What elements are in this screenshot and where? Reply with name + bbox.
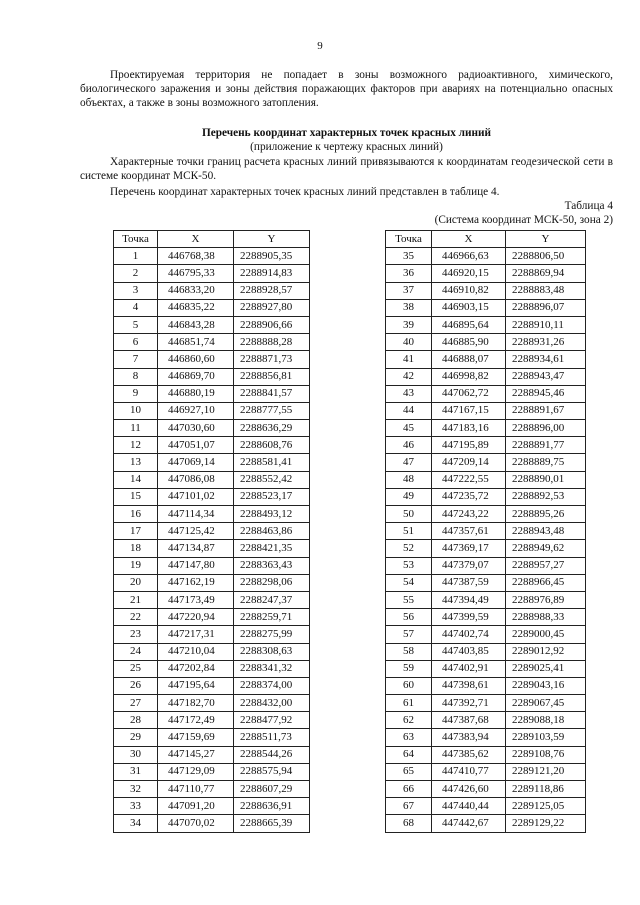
coordinate-x: 447402,74 <box>432 626 506 643</box>
table-row <box>386 368 586 385</box>
coordinate-x: 447222,55 <box>432 471 506 488</box>
table-row <box>114 506 310 523</box>
point-number: 8 <box>114 368 158 385</box>
coordinate-x: 447210,04 <box>158 643 234 660</box>
point-number: 56 <box>386 609 432 626</box>
table-row <box>386 781 586 798</box>
coordinate-x: 447125,42 <box>158 523 234 540</box>
point-number: 55 <box>386 591 432 608</box>
table-row <box>386 454 586 471</box>
coordinate-x: 447385,62 <box>432 746 506 763</box>
table-row <box>386 660 586 677</box>
point-number: 29 <box>114 729 158 746</box>
coordinate-x: 447398,61 <box>432 677 506 694</box>
table-row <box>386 523 586 540</box>
table-row <box>386 695 586 712</box>
point-number: 66 <box>386 781 432 798</box>
coordinate-x: 447387,59 <box>432 574 506 591</box>
coordinates-table-right <box>385 230 586 833</box>
point-number: 36 <box>386 265 432 282</box>
point-number: 47 <box>386 454 432 471</box>
coordinate-x: 447243,22 <box>432 506 506 523</box>
point-number: 38 <box>386 299 432 316</box>
table-row <box>114 763 310 780</box>
coordinate-y: 2288493,12 <box>234 506 310 523</box>
table-row <box>386 677 586 694</box>
coordinate-y: 2288896,07 <box>506 299 586 316</box>
coordinate-y: 2288374,00 <box>234 677 310 694</box>
coordinate-x: 447209,14 <box>432 454 506 471</box>
point-number: 44 <box>386 402 432 419</box>
coordinate-y: 2288896,00 <box>506 420 586 437</box>
coordinate-y: 2288636,29 <box>234 420 310 437</box>
coordinate-y: 2288665,39 <box>234 815 310 832</box>
table-row <box>114 420 310 437</box>
coordinate-x: 447086,08 <box>158 471 234 488</box>
table-row <box>386 248 586 265</box>
point-number: 25 <box>114 660 158 677</box>
coordinate-y: 2288931,26 <box>506 334 586 351</box>
table-row <box>114 248 310 265</box>
coordinate-y: 2288889,75 <box>506 454 586 471</box>
coordinate-x: 446768,38 <box>158 248 234 265</box>
point-number: 65 <box>386 763 432 780</box>
coordinate-y: 2288552,42 <box>234 471 310 488</box>
point-number: 60 <box>386 677 432 694</box>
header-point: Точка <box>386 231 432 248</box>
coordinate-x: 447051,07 <box>158 437 234 454</box>
coordinate-y: 2289088,18 <box>506 712 586 729</box>
coordinate-y: 2288259,71 <box>234 609 310 626</box>
section-subtitle: (приложение к чертежу красных линий) <box>250 141 443 153</box>
coordinate-y: 2288275,99 <box>234 626 310 643</box>
coordinate-y: 2288914,83 <box>234 265 310 282</box>
table-row <box>114 488 310 505</box>
table-row <box>386 815 586 832</box>
coordinate-y: 2288883,48 <box>506 282 586 299</box>
table-row <box>386 402 586 419</box>
table-header-row <box>386 231 586 248</box>
coordinate-y: 2288511,73 <box>234 729 310 746</box>
coordinate-x: 447383,94 <box>432 729 506 746</box>
coordinate-y: 2288934,61 <box>506 351 586 368</box>
coordinate-y: 2288890,01 <box>506 471 586 488</box>
table-row <box>386 643 586 660</box>
coordinate-y: 2288298,06 <box>234 574 310 591</box>
coordinate-y: 2288892,53 <box>506 488 586 505</box>
coordinate-y: 2288943,48 <box>506 523 586 540</box>
coordinate-x: 446920,15 <box>432 265 506 282</box>
table-row <box>114 660 310 677</box>
table-row <box>114 798 310 815</box>
coordinate-x: 447172,49 <box>158 712 234 729</box>
point-number: 63 <box>386 729 432 746</box>
point-number: 43 <box>386 385 432 402</box>
coordinate-x: 447394,49 <box>432 591 506 608</box>
coordinate-y: 2288949,62 <box>506 540 586 557</box>
coordinate-x: 447114,34 <box>158 506 234 523</box>
coordinate-x: 447173,49 <box>158 591 234 608</box>
point-number: 27 <box>114 695 158 712</box>
table-row <box>386 351 586 368</box>
coordinate-x: 447403,85 <box>432 643 506 660</box>
coordinate-y: 2288432,00 <box>234 695 310 712</box>
table-row <box>386 420 586 437</box>
table-row <box>114 695 310 712</box>
coordinate-y: 2288477,92 <box>234 712 310 729</box>
paragraph-table-reference: Перечень координат характерных точек красных линий представлен в таблице 4. <box>110 186 500 198</box>
table-row <box>114 471 310 488</box>
coordinate-y: 2289129,22 <box>506 815 586 832</box>
point-number: 17 <box>114 523 158 540</box>
coordinate-y: 2289067,45 <box>506 695 586 712</box>
coordinate-y: 2288247,37 <box>234 591 310 608</box>
table-label: Таблица 4 <box>564 200 613 212</box>
coordinate-x: 446795,33 <box>158 265 234 282</box>
coordinate-y: 2288636,91 <box>234 798 310 815</box>
coordinate-y: 2288806,50 <box>506 248 586 265</box>
coordinate-x: 447202,84 <box>158 660 234 677</box>
coordinate-x: 447195,89 <box>432 437 506 454</box>
coordinate-y: 2288895,26 <box>506 506 586 523</box>
point-number: 41 <box>386 351 432 368</box>
point-number: 23 <box>114 626 158 643</box>
point-number: 68 <box>386 815 432 832</box>
coordinate-x: 447162,19 <box>158 574 234 591</box>
table-row <box>386 729 586 746</box>
table-row <box>114 385 310 402</box>
table-row <box>386 334 586 351</box>
coordinate-y: 2289121,20 <box>506 763 586 780</box>
table-row <box>114 609 310 626</box>
coordinate-x: 447220,94 <box>158 609 234 626</box>
coordinate-y: 2288308,63 <box>234 643 310 660</box>
point-number: 2 <box>114 265 158 282</box>
point-number: 34 <box>114 815 158 832</box>
table-row <box>386 574 586 591</box>
point-number: 62 <box>386 712 432 729</box>
coordinate-y: 2288523,17 <box>234 488 310 505</box>
coordinate-x: 447167,15 <box>432 402 506 419</box>
coordinate-x: 446895,64 <box>432 316 506 333</box>
table-row <box>386 609 586 626</box>
table-row <box>114 265 310 282</box>
table-row <box>386 282 586 299</box>
point-number: 18 <box>114 540 158 557</box>
coordinate-x: 447069,14 <box>158 454 234 471</box>
coordinate-x: 446835,22 <box>158 299 234 316</box>
coordinate-x: 447379,07 <box>432 557 506 574</box>
point-number: 67 <box>386 798 432 815</box>
coordinate-y: 2289108,76 <box>506 746 586 763</box>
table-row <box>386 712 586 729</box>
point-number: 46 <box>386 437 432 454</box>
table-row <box>386 316 586 333</box>
coordinate-x: 446927,10 <box>158 402 234 419</box>
table-row <box>386 385 586 402</box>
coordinate-y: 2288421,35 <box>234 540 310 557</box>
point-number: 3 <box>114 282 158 299</box>
table-row <box>386 591 586 608</box>
coordinate-y: 2289025,41 <box>506 660 586 677</box>
table-coordinate-system: (Система координат МСК-50, зона 2) <box>434 214 613 226</box>
coordinate-x: 446851,74 <box>158 334 234 351</box>
table-row <box>114 781 310 798</box>
coordinate-y: 2288945,46 <box>506 385 586 402</box>
coordinate-x: 447217,31 <box>158 626 234 643</box>
coordinate-x: 446998,82 <box>432 368 506 385</box>
coordinate-y: 2288544,26 <box>234 746 310 763</box>
table-row <box>114 351 310 368</box>
coordinate-x: 447387,68 <box>432 712 506 729</box>
coordinate-x: 447030,60 <box>158 420 234 437</box>
coordinate-x: 446843,28 <box>158 316 234 333</box>
table-row <box>386 798 586 815</box>
coordinate-x: 446903,15 <box>432 299 506 316</box>
coordinate-y: 2288871,73 <box>234 351 310 368</box>
point-number: 28 <box>114 712 158 729</box>
coordinate-y: 2288581,41 <box>234 454 310 471</box>
table-row <box>386 557 586 574</box>
point-number: 45 <box>386 420 432 437</box>
point-number: 10 <box>114 402 158 419</box>
point-number: 40 <box>386 334 432 351</box>
table-row <box>114 334 310 351</box>
point-number: 42 <box>386 368 432 385</box>
table-row <box>114 574 310 591</box>
coordinate-y: 2288988,33 <box>506 609 586 626</box>
paragraph-red-lines-binding: Характерные точки границ расчета красных линий привязываются к координатам геодезической сети в системе координат МСК-50. <box>80 156 613 182</box>
table-row <box>114 677 310 694</box>
point-number: 58 <box>386 643 432 660</box>
coordinate-y: 2288976,89 <box>506 591 586 608</box>
table-row <box>386 471 586 488</box>
point-number: 22 <box>114 609 158 626</box>
point-number: 50 <box>386 506 432 523</box>
coordinate-y: 2288888,28 <box>234 334 310 351</box>
table-row <box>114 643 310 660</box>
coordinate-y: 2289103,59 <box>506 729 586 746</box>
table-row <box>114 712 310 729</box>
table-row <box>114 591 310 608</box>
coordinate-x: 447402,91 <box>432 660 506 677</box>
table-row <box>114 746 310 763</box>
coordinate-y: 2288608,76 <box>234 437 310 454</box>
table-row <box>114 299 310 316</box>
point-number: 37 <box>386 282 432 299</box>
point-number: 61 <box>386 695 432 712</box>
coordinate-y: 2288957,27 <box>506 557 586 574</box>
coordinate-x: 447062,72 <box>432 385 506 402</box>
coordinate-x: 447182,70 <box>158 695 234 712</box>
coordinate-y: 2288575,94 <box>234 763 310 780</box>
table-row <box>114 402 310 419</box>
point-number: 51 <box>386 523 432 540</box>
point-number: 30 <box>114 746 158 763</box>
coordinate-x: 447159,69 <box>158 729 234 746</box>
point-number: 32 <box>114 781 158 798</box>
point-number: 49 <box>386 488 432 505</box>
table-row <box>386 540 586 557</box>
coordinate-x: 446885,90 <box>432 334 506 351</box>
table-header-row <box>114 231 310 248</box>
point-number: 64 <box>386 746 432 763</box>
coordinate-y: 2288777,55 <box>234 402 310 419</box>
coordinate-y: 2289000,45 <box>506 626 586 643</box>
coordinate-x: 447091,20 <box>158 798 234 815</box>
coordinate-x: 446880,19 <box>158 385 234 402</box>
point-number: 16 <box>114 506 158 523</box>
coordinate-x: 447440,44 <box>432 798 506 815</box>
coordinate-y: 2288891,77 <box>506 437 586 454</box>
coordinate-y: 2289125,05 <box>506 798 586 815</box>
point-number: 26 <box>114 677 158 694</box>
table-row <box>386 626 586 643</box>
table-row <box>114 557 310 574</box>
table-row <box>114 437 310 454</box>
table-row <box>114 815 310 832</box>
point-number: 5 <box>114 316 158 333</box>
table-row <box>114 626 310 643</box>
point-number: 20 <box>114 574 158 591</box>
coordinate-y: 2288856,81 <box>234 368 310 385</box>
point-number: 59 <box>386 660 432 677</box>
point-number: 33 <box>114 798 158 815</box>
table-row <box>386 299 586 316</box>
header-y: Y <box>506 231 586 248</box>
coordinate-y: 2288966,45 <box>506 574 586 591</box>
coordinates-table-left <box>113 230 310 833</box>
coordinate-x: 446888,07 <box>432 351 506 368</box>
point-number: 52 <box>386 540 432 557</box>
point-number: 4 <box>114 299 158 316</box>
point-number: 31 <box>114 763 158 780</box>
table-row <box>386 265 586 282</box>
point-number: 1 <box>114 248 158 265</box>
table-row <box>114 282 310 299</box>
coordinate-y: 2288463,86 <box>234 523 310 540</box>
table-row <box>386 437 586 454</box>
coordinate-y: 2288927,80 <box>234 299 310 316</box>
table-row <box>386 763 586 780</box>
intro-paragraph: Проектируемая территория не попадает в зоны возможного радиоактивного, химического, биологического заражения и зоны действия поражающих факторов при авариях на потенциально опасных объектах, а также в зоны возможного затопления. <box>80 69 613 109</box>
coordinate-x: 447426,60 <box>432 781 506 798</box>
coordinate-x: 446860,60 <box>158 351 234 368</box>
coordinate-y: 2288906,66 <box>234 316 310 333</box>
page-number: 9 <box>317 40 323 52</box>
coordinate-x: 447195,64 <box>158 677 234 694</box>
coordinate-y: 2289012,92 <box>506 643 586 660</box>
point-number: 19 <box>114 557 158 574</box>
coordinate-x: 447357,61 <box>432 523 506 540</box>
coordinate-x: 446833,20 <box>158 282 234 299</box>
coordinate-y: 2289118,86 <box>506 781 586 798</box>
table-row <box>386 506 586 523</box>
table-row <box>114 729 310 746</box>
table-row <box>114 454 310 471</box>
point-number: 57 <box>386 626 432 643</box>
coordinate-y: 2288841,57 <box>234 385 310 402</box>
coordinate-y: 2288905,35 <box>234 248 310 265</box>
coordinate-y: 2288607,29 <box>234 781 310 798</box>
coordinate-x: 447070,02 <box>158 815 234 832</box>
point-number: 53 <box>386 557 432 574</box>
section-title: Перечень координат характерных точек красных линий <box>201 127 492 139</box>
point-number: 12 <box>114 437 158 454</box>
point-number: 24 <box>114 643 158 660</box>
coordinate-y: 2288869,94 <box>506 265 586 282</box>
coordinate-x: 447101,02 <box>158 488 234 505</box>
coordinate-x: 447134,87 <box>158 540 234 557</box>
point-number: 39 <box>386 316 432 333</box>
table-row <box>114 368 310 385</box>
coordinate-x: 446966,63 <box>432 248 506 265</box>
coordinate-y: 2289043,16 <box>506 677 586 694</box>
coordinate-x: 447410,77 <box>432 763 506 780</box>
point-number: 15 <box>114 488 158 505</box>
table-row <box>114 523 310 540</box>
coordinate-y: 2288363,43 <box>234 557 310 574</box>
coordinate-x: 447145,27 <box>158 746 234 763</box>
point-number: 7 <box>114 351 158 368</box>
coordinate-x: 446869,70 <box>158 368 234 385</box>
coordinate-y: 2288928,57 <box>234 282 310 299</box>
coordinate-x: 447235,72 <box>432 488 506 505</box>
coordinate-x: 447369,17 <box>432 540 506 557</box>
point-number: 13 <box>114 454 158 471</box>
header-x: X <box>432 231 506 248</box>
point-number: 54 <box>386 574 432 591</box>
point-number: 14 <box>114 471 158 488</box>
table-row <box>114 316 310 333</box>
point-number: 9 <box>114 385 158 402</box>
table-row <box>114 540 310 557</box>
coordinate-x: 447129,09 <box>158 763 234 780</box>
coordinate-x: 447442,67 <box>432 815 506 832</box>
coordinate-x: 447399,59 <box>432 609 506 626</box>
point-number: 11 <box>114 420 158 437</box>
coordinate-x: 447110,77 <box>158 781 234 798</box>
header-x: X <box>158 231 234 248</box>
coordinate-x: 447392,71 <box>432 695 506 712</box>
header-point: Точка <box>114 231 158 248</box>
coordinate-x: 447183,16 <box>432 420 506 437</box>
coordinate-y: 2288341,32 <box>234 660 310 677</box>
header-y: Y <box>234 231 310 248</box>
point-number: 21 <box>114 591 158 608</box>
point-number: 48 <box>386 471 432 488</box>
table-row <box>386 746 586 763</box>
point-number: 35 <box>386 248 432 265</box>
coordinate-x: 446910,82 <box>432 282 506 299</box>
coordinate-y: 2288943,47 <box>506 368 586 385</box>
table-row <box>386 488 586 505</box>
point-number: 6 <box>114 334 158 351</box>
coordinate-y: 2288891,67 <box>506 402 586 419</box>
coordinate-y: 2288910,11 <box>506 316 586 333</box>
coordinate-x: 447147,80 <box>158 557 234 574</box>
